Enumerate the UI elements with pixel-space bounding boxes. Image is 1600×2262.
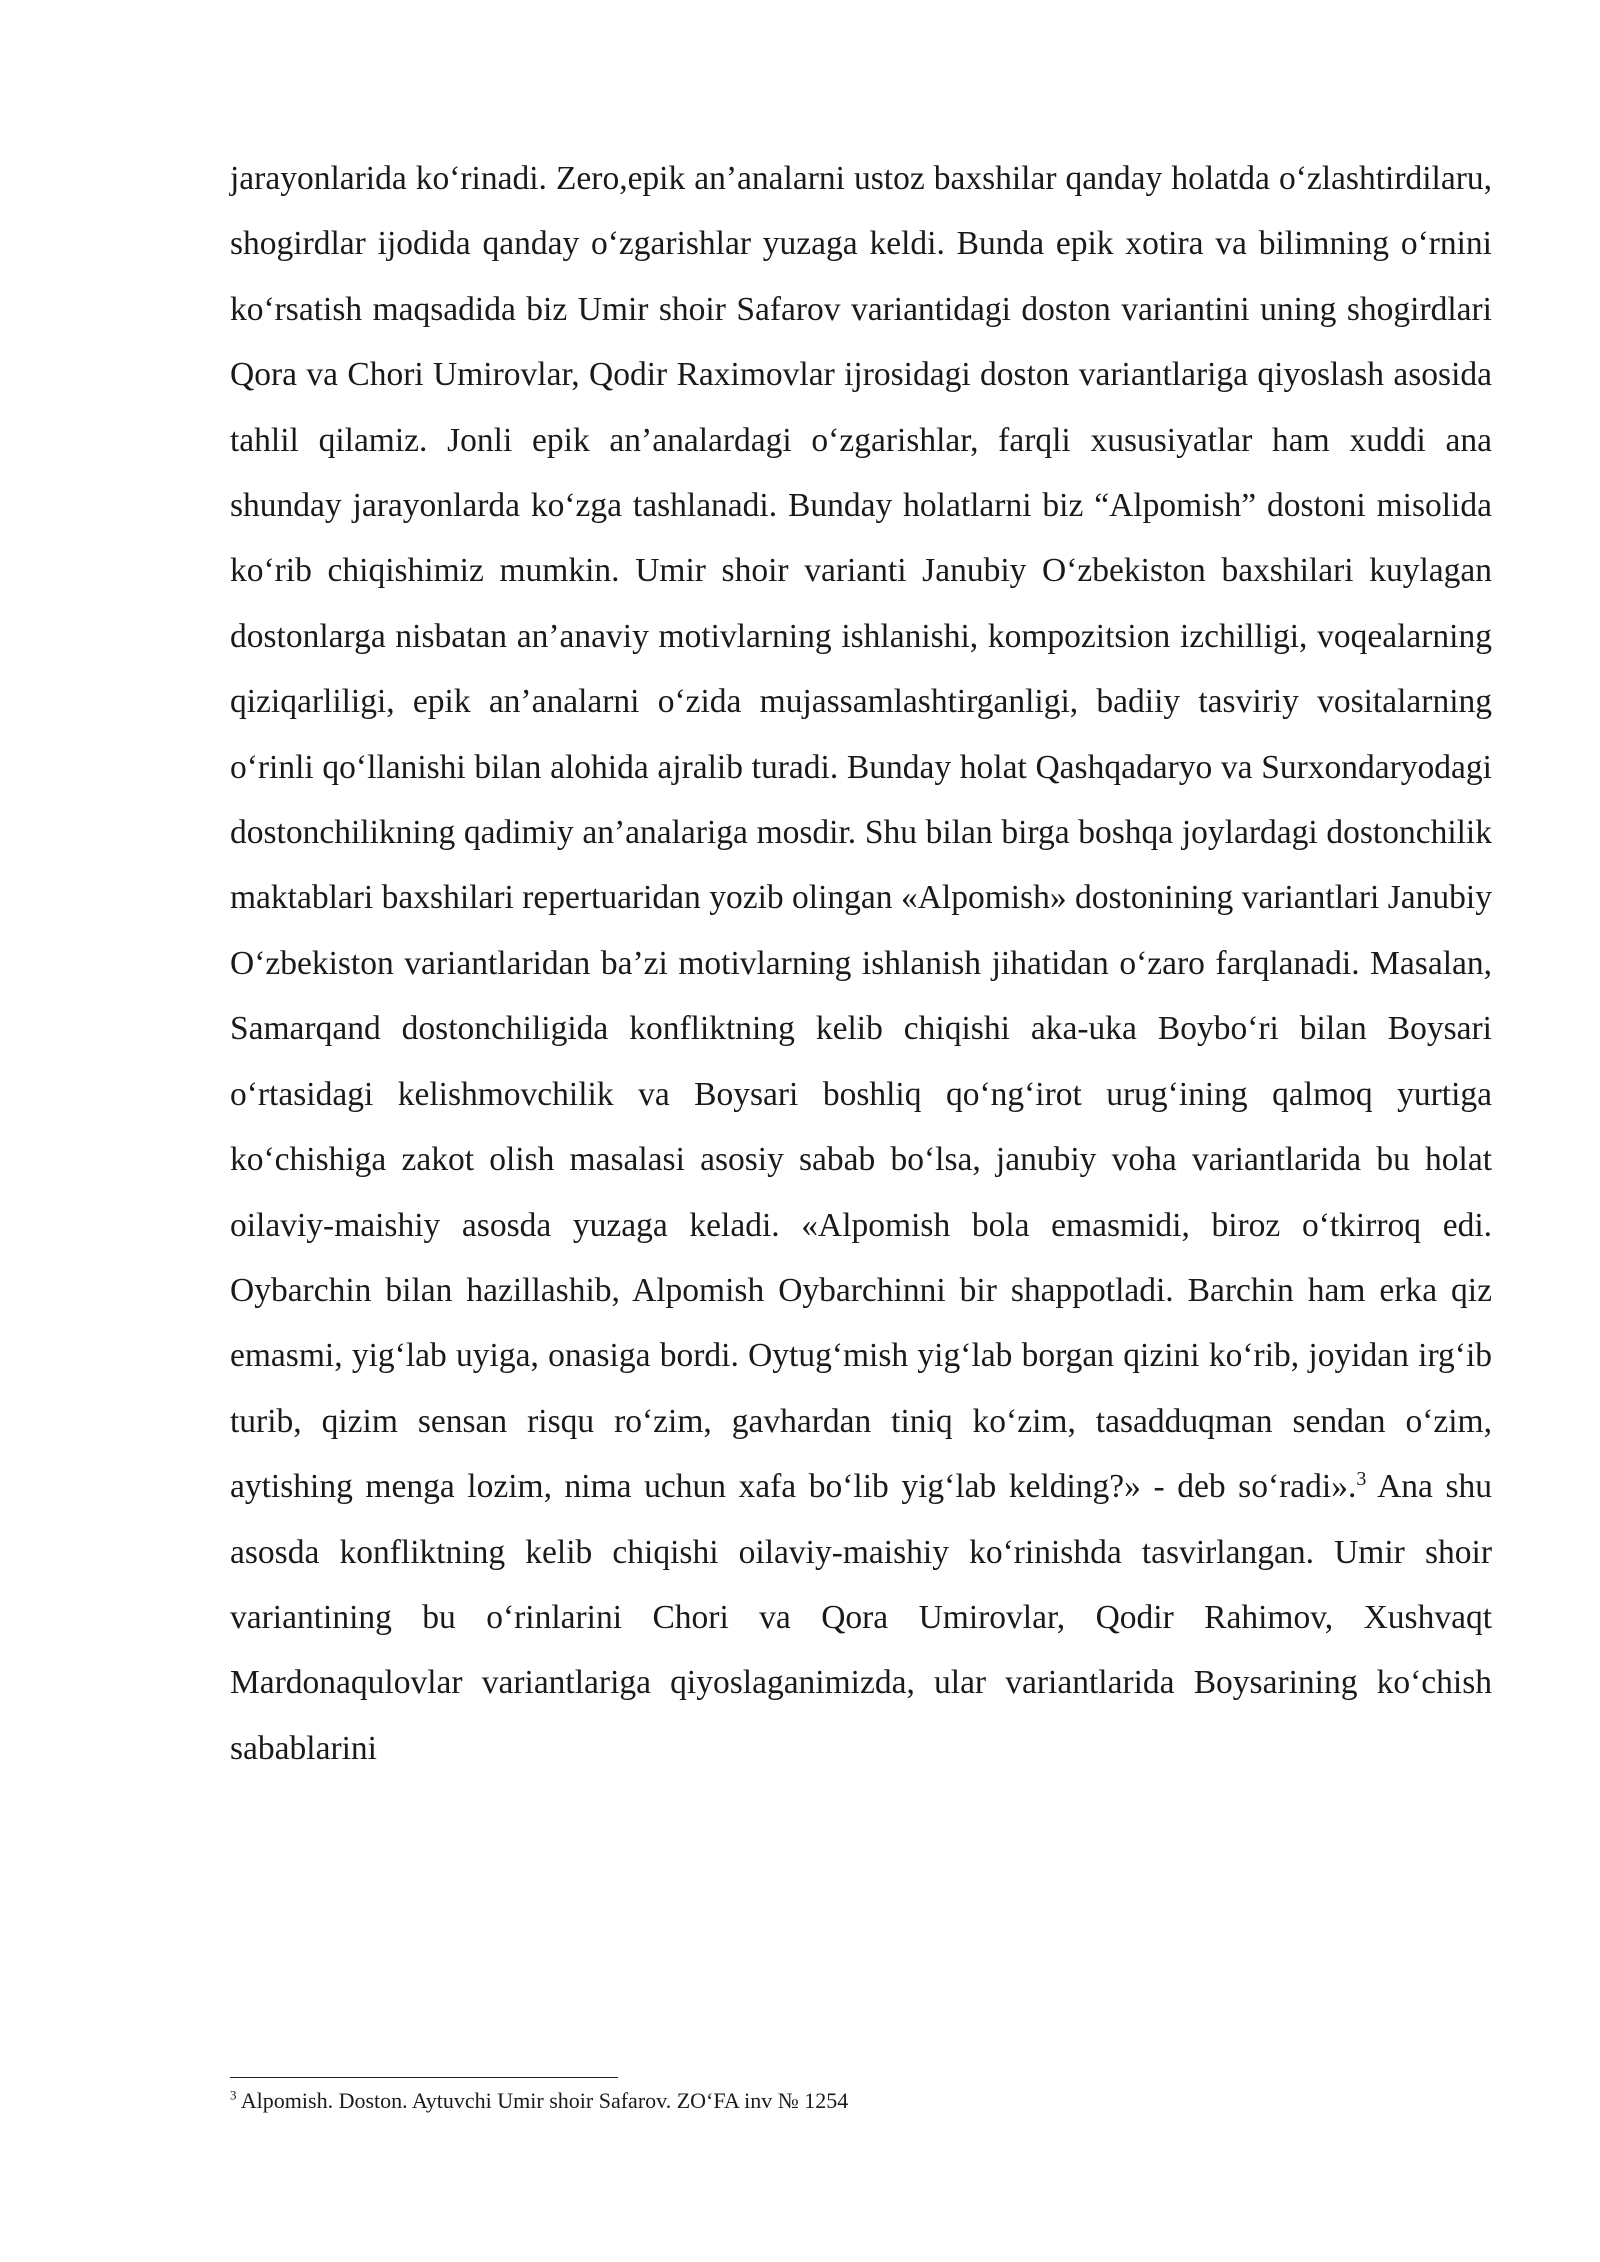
footnote-number: 3 [230, 2087, 237, 2103]
body-text-part-1: jarayonlarida ko‘rinadi. Zero,epik an’analarni ustoz baxshilar qanday holatda o‘zlashtirdilaru, shogirdlar ijodida qanday o‘zgarishlar yuzaga keldi. Bunda epik xotira va bilimning o‘rnini ko‘rsatish maqsadida biz Umir shoir Safarov variantidagi doston variantini uning shogirdlari Qora va Chori Umirovlar, Qodir Raximovlar ijrosidagi doston variantlariga qiyoslash asosida tahlil qilamiz. Jonli epik an’analardagi o‘zgarishlar, farqli xususiyatlar ham xuddi ana shunday jarayonlarda ko‘zga tashlanadi. Bunday holatlarni biz “Alpomish” dostoni misolida ko‘rib chiqishimiz mumkin. Umir shoir varianti Janubiy O‘zbekiston baxshilari kuylagan dostonlarga nisbatan an’anaviy motivlarning ishlanishi, kompozitsion izchilligi, voqealarning qiziqarliligi, epik an’analarni o‘zida mujassamlashtirganligi, badiiy tasviriy vositalarning o‘rinli qo‘llanishi bilan alohida ajralib turadi. Bunday holat Qashqadaryo va Surxondaryodagi dostonchilikning qadimiy an’analariga mosdir. Shu bilan birga boshqa joylardagi dostonchilik maktablari baxshilari repertuaridan yozib olingan «Alpomish» dostonining variantlari Janubiy O‘zbekiston variantlaridan ba’zi motivlarning ishlanish jihatidan o‘zaro farqlanadi. Masalan, Samarqand dostonchiligida konfliktning kelib chiqishi aka-uka Boybo‘ri bilan Boysari o‘rtasidagi kelishmovchilik va Boysari boshliq qo‘ng‘irot urug‘ining qalmoq yurtiga ko‘chishiga zakot olish masalasi asosiy sabab bo‘lsa, janubiy voha variantlarida bu holat oilaviy-maishiy asosda yuzaga keladi. «Alpomish bola emasmidi, biroz o‘tkirroq edi. Oybarchin bilan hazillashib, Alpomish Oybarchinni bir shappotladi. Barchin ham erka qiz emasmi, yig‘lab uyiga, onasiga bordi. Oytug‘mish yig‘lab borgan qizini ko‘rib, joyidan irg‘ib turib, qizim sensan risqu ro‘zim, gavhardan tiniq ko‘zim, tasadduqman sendan o‘zim, aytishing menga lozim, nima uchun xafa bo‘lib yig‘lab kelding?» - deb so‘radi». [230, 160, 1492, 1506]
footnote-separator [230, 2077, 618, 2078]
body-paragraph [230, 146, 1492, 1781]
footnote [230, 2086, 1492, 2116]
footnote-reference[interactable]: 3 [1356, 1467, 1367, 1490]
footnote-text: Alpomish. Doston. Aytuvchi Umir shoir Safarov. ZO‘FA inv № 1254 [240, 2088, 849, 2113]
body-text-part-2: Ana shu asosda konfliktning kelib chiqishi oilaviy-maishiy ko‘rinishda tasvirlangan. Umir shoir variantining bu o‘rinlarini Chori va Qora Umirovlar, Qodir Rahimov, Xushvaqt Mardonaqulovlar variantlariga qiyoslaganimizda, ular variantlarida Boysarining ko‘chish sabablarini [230, 1468, 1492, 1767]
